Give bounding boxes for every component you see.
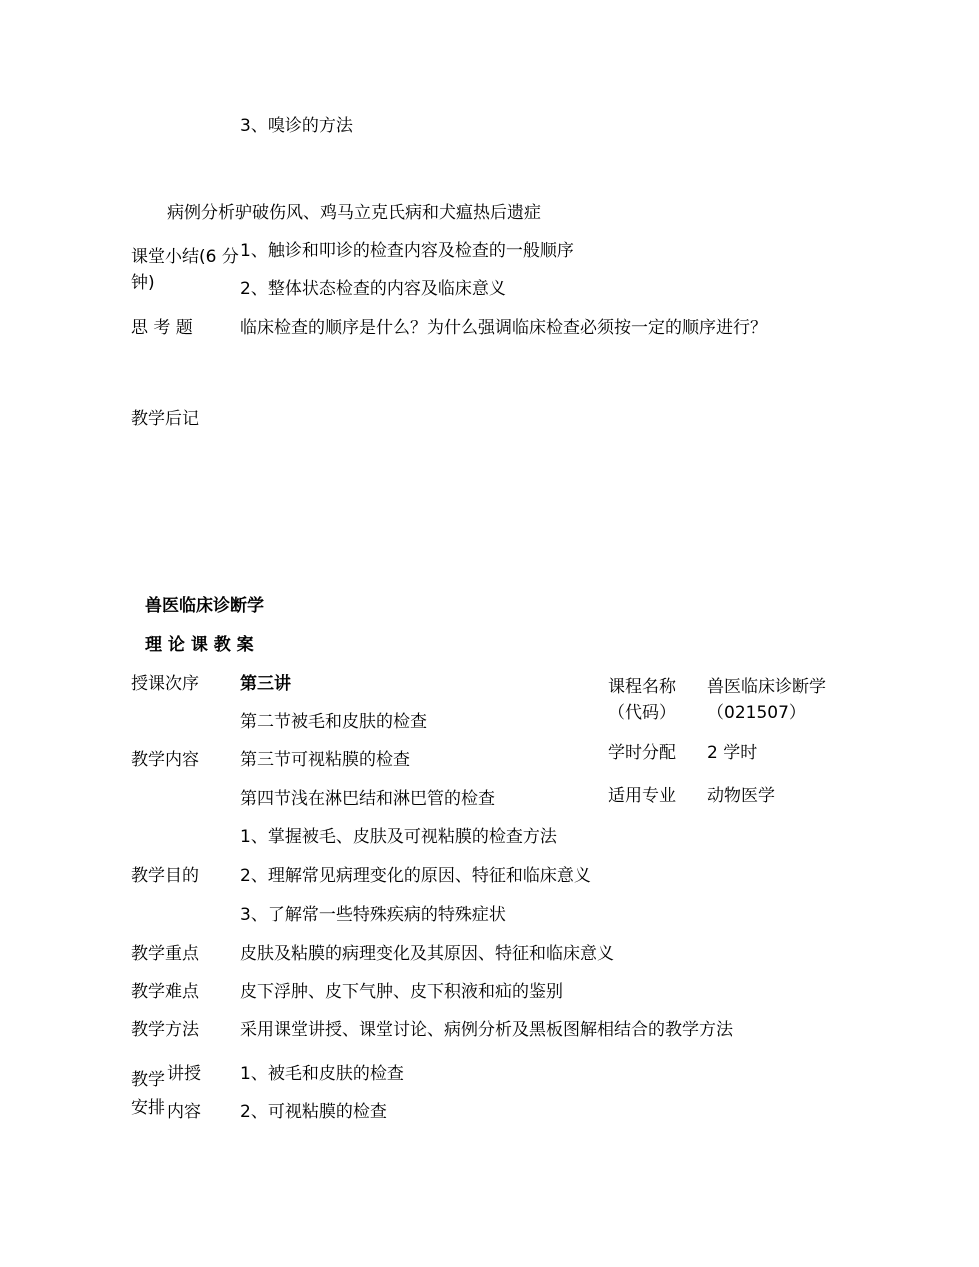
content-item: 第三节可视粘膜的检查: [240, 750, 410, 770]
difficulty-value: 皮下浮肿、皮下气肿、皮下积液和疝的鉴别: [240, 982, 563, 1002]
lecture-item: 1、被毛和皮肤的检查: [240, 1064, 404, 1084]
thinking-question: 临床检查的顺序是什么？为什么强调临床检查必须按一定的顺序进行？: [240, 318, 767, 338]
hours-value: 2 学时: [707, 743, 758, 763]
key-value: 皮肤及粘膜的病理变化及其原因、特征和临床意义: [240, 944, 614, 964]
course-name-value: 兽医临床诊断学: [707, 677, 826, 697]
goal-item: 1、掌握被毛、皮肤及可视粘膜的检查方法: [240, 827, 557, 847]
arrange-label-line1: 教学: [131, 1070, 165, 1090]
summary-label-line1: 课堂小结(6 分: [131, 247, 239, 267]
summary-item-2: 2、整体状态检查的内容及临床意义: [240, 279, 506, 299]
lecture-label-line1: 讲授: [167, 1064, 201, 1084]
thinking-label: 思 考 题: [131, 318, 193, 338]
major-label: 适用专业: [608, 786, 676, 806]
method-item-3: 3、嗅诊的方法: [240, 116, 353, 136]
postscript-label: 教学后记: [131, 409, 199, 429]
summary-label-line2: 钟): [131, 273, 155, 293]
arrange-label-line2: 安排: [131, 1098, 165, 1118]
order-value: 第三讲: [240, 674, 291, 694]
lecture-label-line2: 内容: [167, 1102, 201, 1122]
content-item: 第四节浅在淋巴结和淋巴管的检查: [240, 789, 495, 809]
content-item: 第二节被毛和皮肤的检查: [240, 712, 427, 732]
goal-label: 教学目的: [131, 866, 199, 886]
goal-item: 2、理解常见病理变化的原因、特征和临床意义: [240, 866, 591, 886]
key-label: 教学重点: [131, 944, 199, 964]
order-label: 授课次序: [131, 674, 199, 694]
course-code-value: （021507）: [707, 703, 806, 723]
course-name-label: 课程名称: [608, 677, 676, 697]
major-value: 动物医学: [707, 786, 775, 806]
plan-title: 理 论 课 教 案: [145, 635, 254, 655]
content-label: 教学内容: [131, 750, 199, 770]
course-code-label: （代码）: [608, 703, 676, 723]
summary-item-1: 1、触诊和叩诊的检查内容及检查的一般顺序: [240, 241, 574, 261]
goal-item: 3、了解常一些特殊疾病的特殊症状: [240, 905, 506, 925]
case-analysis: 病例分析驴破伤风、鸡马立克氏病和犬瘟热后遗症: [167, 203, 541, 223]
course-title: 兽医临床诊断学: [145, 596, 264, 616]
hours-label: 学时分配: [608, 743, 676, 763]
method-label: 教学方法: [131, 1020, 199, 1040]
lecture-item: 2、可视粘膜的检查: [240, 1102, 387, 1122]
method-value: 采用课堂讲授、课堂讨论、病例分析及黑板图解相结合的教学方法: [240, 1020, 733, 1040]
difficulty-label: 教学难点: [131, 982, 199, 1002]
